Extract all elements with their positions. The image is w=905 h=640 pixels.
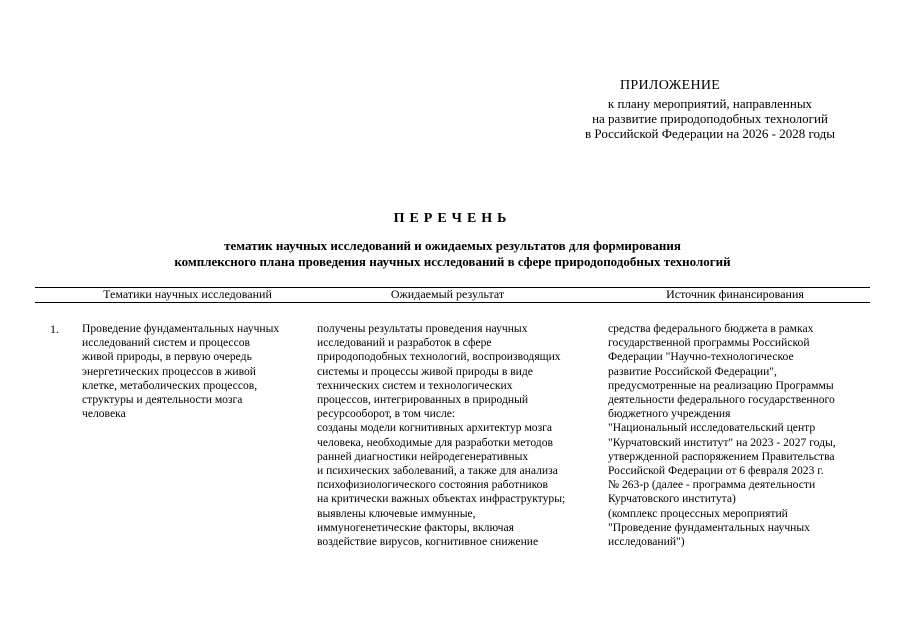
result-line: на критически важных объектах инфраструктуры; bbox=[317, 492, 566, 506]
table-header-rule bbox=[35, 302, 870, 303]
funding-line: утвержденной распоряжением Правительства bbox=[608, 449, 835, 463]
appendix-line: на развитие природоподобных технологий bbox=[592, 111, 828, 126]
document-subtitle bbox=[0, 238, 905, 270]
column-header-topics: Тематики научных исследований bbox=[103, 287, 272, 301]
appendix-line: в Российской Федерации на 2026 - 2028 годы bbox=[585, 126, 835, 141]
result-line: созданы модели когнитивных архитектур мозга bbox=[317, 421, 553, 435]
result-line: иммуногенетические факторы, включая bbox=[317, 520, 514, 534]
subtitle-line: комплексного плана проведения научных исследований в сфере природоподобных технологий bbox=[174, 254, 731, 269]
result-line: воздействие вирусов, когнитивное снижение bbox=[317, 535, 539, 549]
funding-line: развитие Российской Федерации", bbox=[608, 364, 777, 378]
funding-line: деятельности федерального государственного bbox=[608, 393, 835, 407]
funding-line: "Курчатовский институт" на 2023 - 2027 годы, bbox=[608, 435, 836, 449]
document-title: ПЕРЕЧЕНЬ bbox=[393, 211, 512, 226]
funding-line: Курчатовского института) bbox=[608, 492, 736, 506]
column-header-funding: Источник финансирования bbox=[666, 287, 804, 301]
result-line: природоподобных технологий, воспроизводящих bbox=[317, 350, 561, 364]
funding-line: Российской Федерации от 6 февраля 2023 г. bbox=[608, 464, 824, 478]
column-header-result: Ожидаемый результат bbox=[390, 287, 505, 301]
result-line: исследований и разработок в сфере bbox=[317, 336, 492, 350]
appendix-heading: ПРИЛОЖЕНИЕ bbox=[620, 78, 721, 93]
topic-line: исследований систем и процессов bbox=[82, 336, 250, 350]
funding-line: Федерации "Научно-технологическое bbox=[608, 350, 794, 364]
result-line: технических систем и технологических bbox=[317, 378, 513, 392]
funding-line: "Проведение фундаментальных научных bbox=[608, 520, 810, 534]
result-line: процессов, интегрированных в природный bbox=[317, 393, 529, 407]
subtitle-line: тематик научных исследований и ожидаемых результатов для формирования bbox=[224, 238, 681, 253]
topic-line: человека bbox=[82, 407, 126, 421]
result-cell bbox=[317, 322, 607, 549]
result-line: человека, необходимые для разработки методов bbox=[317, 435, 553, 449]
result-line: получены результаты проведения научных bbox=[317, 322, 528, 335]
funding-line: исследований") bbox=[608, 535, 685, 549]
funding-line: "Национальный исследовательский центр bbox=[608, 421, 816, 435]
result-line: и психических заболеваний, а также для анализа bbox=[317, 464, 558, 478]
appendix-line: к плану мероприятий, направленных bbox=[607, 96, 813, 111]
funding-line: № 263-р (далее - программа деятельности bbox=[608, 478, 816, 492]
result-line: психофизиологического состояния работников bbox=[317, 478, 548, 492]
topic-line: Проведение фундаментальных научных bbox=[82, 322, 280, 335]
result-line: выявлены ключевые иммунные, bbox=[317, 506, 476, 520]
topic-line: энергетических процессов в живой bbox=[82, 364, 256, 378]
topic-line: клетке, метаболических процессов, bbox=[82, 378, 258, 392]
result-line: ранней диагностики нейродегенеративных bbox=[317, 449, 529, 463]
funding-cell bbox=[608, 322, 878, 549]
topic-cell bbox=[82, 322, 307, 421]
topic-line: структуры и деятельности мозга bbox=[82, 393, 243, 407]
appendix-block bbox=[560, 78, 860, 141]
topic-line: живой природы, в первую очередь bbox=[82, 350, 252, 364]
funding-line: бюджетного учреждения bbox=[608, 407, 731, 421]
row-number: 1. bbox=[50, 322, 59, 336]
funding-line: средства федерального бюджета в рамках bbox=[608, 322, 814, 335]
funding-line: (комплекс процессных мероприятий bbox=[608, 506, 788, 520]
funding-line: государственной программы Российской bbox=[608, 336, 810, 350]
result-line: системы и процессы живой природы в виде bbox=[317, 364, 533, 378]
result-line: ресурсооборот, в том числе: bbox=[317, 407, 456, 421]
funding-line: предусмотренные на реализацию Программы bbox=[608, 378, 834, 392]
